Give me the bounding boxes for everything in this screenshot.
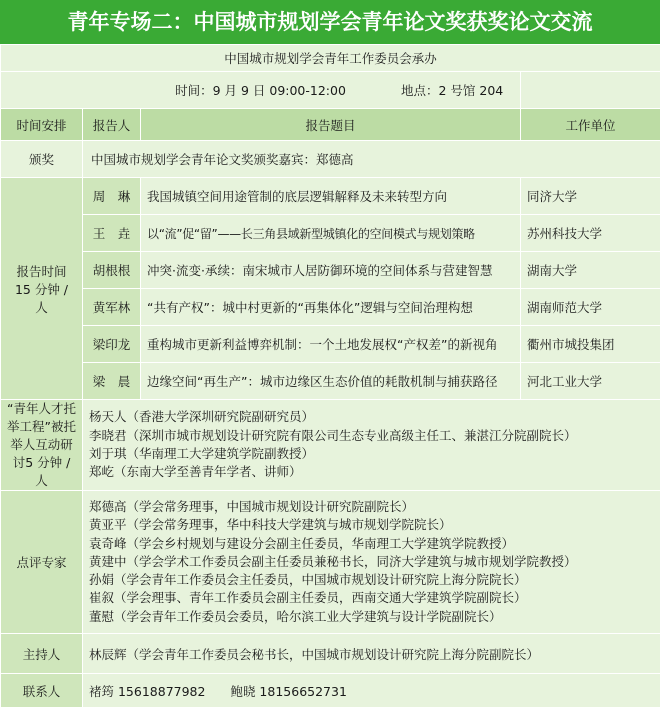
header-affiliation: 工作单位 — [521, 109, 660, 141]
report-row — [1, 252, 660, 289]
report-affiliation: 衢州市城投集团 — [521, 326, 660, 363]
expert-person: 黄建中（学会学术工作委员会副主任委员兼秘书长，同济大学建筑与城市规划学院教授） — [89, 553, 577, 569]
award-text: 中国城市规划学会青年论文奖颁奖嘉宾：郑德高 — [83, 141, 660, 178]
report-time-label-line2: 15 分钟 / 人 — [14, 281, 69, 315]
report-time-label-line1: 报告时间 — [16, 263, 67, 279]
report-row — [1, 215, 660, 252]
experts-label: 点评专家 — [1, 491, 83, 634]
report-row — [1, 326, 660, 363]
expert-person: 孙娟（学会青年工作委员会主任委员，中国城市规划设计研究院上海分院院长） — [89, 572, 527, 588]
report-affiliation: 湖南师范大学 — [521, 289, 660, 326]
report-row — [1, 363, 660, 400]
reporter-name: 周 琳 — [83, 178, 141, 215]
report-topic: 冲突·流变·承续：南宋城市人居防御环境的空间体系与营建智慧 — [141, 252, 521, 289]
report-row — [1, 289, 660, 326]
expert-person: 董慰（学会青年工作委员会委员，哈尔滨工业大学建筑与设计学院副院长） — [89, 608, 502, 624]
report-affiliation: 河北工业大学 — [521, 363, 660, 400]
host-label: 主持人 — [1, 634, 83, 674]
report-topic: 以“流”促“留”——长三角县域新型城镇化的空间模式与规划策略 — [141, 215, 521, 252]
report-topic: 我国城镇空间用途管制的底层逻辑解释及未来转型方向 — [141, 178, 521, 215]
report-time-label — [1, 178, 83, 400]
host-text: 林辰辉（学会青年工作委员会秘书长，中国城市规划设计研究院上海分院副院长） — [83, 634, 660, 674]
header-topic: 报告题目 — [141, 109, 521, 141]
expert-person: 黄亚平（学会常务理事，华中科技大学建筑与城市规划学院院长） — [89, 517, 452, 533]
reporter-name: 王 垚 — [83, 215, 141, 252]
location-text — [401, 72, 660, 109]
report-topic: “共有产权”：城中村更新的“再集体化”逻辑与空间治理构想 — [141, 289, 521, 326]
header-reporter: 报告人 — [83, 109, 141, 141]
location-value: 地点：2 号馆 204 — [401, 83, 504, 98]
report-topic: 重构城市更新利益博弈机制：一个土地发展权“产权差”的新视角 — [141, 326, 521, 363]
award-label: 颁奖 — [1, 141, 83, 178]
expert-person: 袁奇峰（学会乡村规划与建设分会副主任委员，华南理工大学建筑学院教授） — [89, 535, 515, 551]
header-schedule: 时间安排 — [1, 109, 83, 141]
reporter-name: 梁 晨 — [83, 363, 141, 400]
talent-person: 刘于琪（华南理工大学建筑学院副教授） — [89, 446, 315, 461]
report-affiliation: 湖南大学 — [521, 252, 660, 289]
page-title: 青年专场二：中国城市规划学会青年论文奖获奖论文交流 — [0, 0, 660, 44]
talent-label: “青年人才托举工程”被托举人互动研讨5 分钟 / 人 — [1, 400, 83, 491]
contact-label: 联系人 — [1, 674, 83, 708]
report-affiliation: 苏州科技大学 — [521, 215, 660, 252]
report-topic: 边缘空间“再生产”：城市边缘区生态价值的耗散机制与捕获路径 — [141, 363, 521, 400]
talent-person: 杨天人（香港大学深圳研究院副研究员） — [89, 409, 315, 425]
expert-person: 崔叙（学会理事、青年工作委员会副主任委员，西南交通大学建筑学院副院长） — [89, 590, 527, 606]
reporter-name: 黄军林 — [83, 289, 141, 326]
experts-list — [83, 491, 660, 634]
time-text: 时间：9 月 9 日 09:00-12:00 — [1, 72, 521, 109]
report-row — [1, 178, 660, 215]
organizer-text: 中国城市规划学会青年工作委员会承办 — [1, 45, 660, 72]
expert-person: 郑德高（学会常务理事，中国城市规划设计研究院副院长） — [89, 498, 415, 514]
talent-person: 李晓君（深圳市城市规划设计研究院有限公司生态专业高级主任工、兼湛江分院副院长） — [89, 427, 577, 443]
reporter-name: 胡根根 — [83, 252, 141, 289]
reporter-name: 梁印龙 — [83, 326, 141, 363]
report-affiliation: 同济大学 — [521, 178, 660, 215]
talent-person: 郑屹（东南大学至善青年学者、讲师） — [89, 464, 302, 480]
contact-text: 褚筠 15618877982 鲍晓 18156652731 — [83, 674, 660, 708]
schedule-table — [0, 44, 660, 708]
talent-list — [83, 400, 660, 491]
